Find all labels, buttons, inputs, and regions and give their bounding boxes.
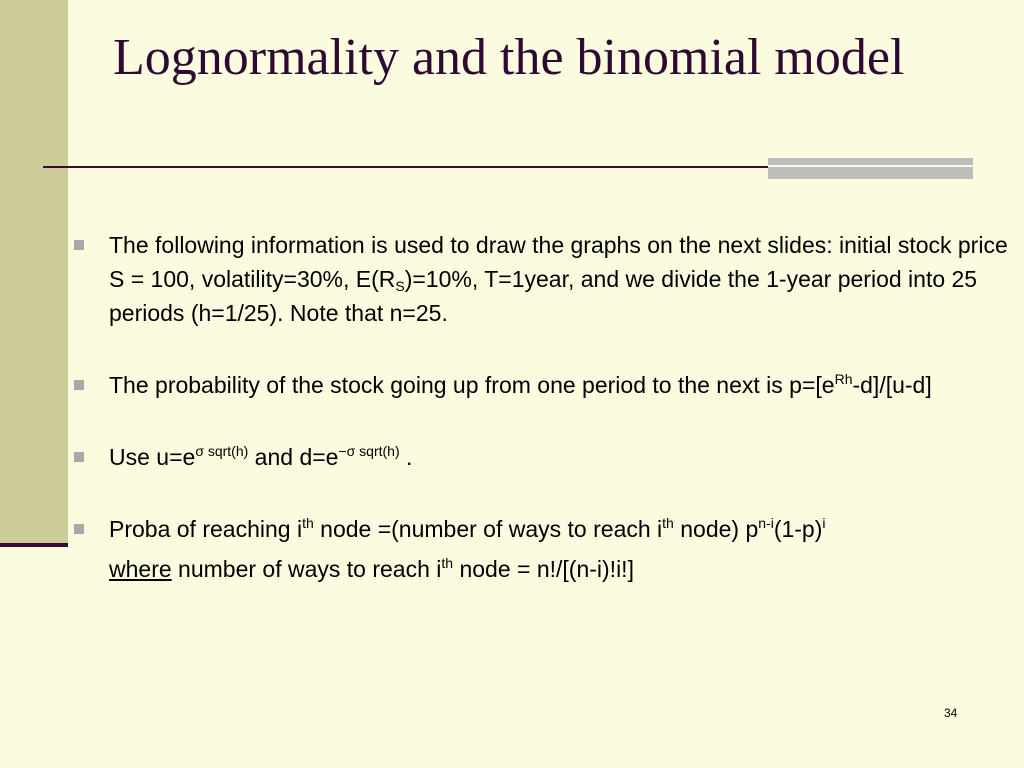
bullet-square-icon [74, 524, 84, 534]
superscript: σ sqrt(h) [195, 443, 249, 459]
bullet-text: -d]/[u-d] [852, 372, 932, 398]
superscript: th [662, 515, 674, 531]
bullet-continuation [109, 552, 1010, 586]
bullet-list [70, 228, 1010, 586]
superscript: th [441, 555, 454, 571]
bullet-text: and d=e [248, 444, 339, 470]
bullet-text: . [399, 444, 413, 470]
bullet-item [70, 228, 1010, 330]
superscript: Rh [834, 371, 853, 387]
superscript: i [822, 515, 826, 531]
bullet-text: number of ways to reach i [171, 556, 442, 582]
bullet-item [70, 512, 1010, 586]
bullet-square-icon [74, 240, 84, 250]
bullet-item [70, 368, 1010, 402]
superscript: th [302, 515, 314, 531]
bullet-text: node =(number of ways to reach i [313, 516, 663, 542]
bullet-square-icon [74, 380, 84, 390]
bullet-text: Proba of reaching i [109, 516, 303, 542]
bullet-text: )=10%, T=1year, and we divide the 1-year period into 25 periods (h=1/25). Note that n=25. [109, 266, 978, 326]
bullet-text: Use u=e [109, 444, 196, 470]
left-decor-line [0, 543, 68, 547]
bullet-text: node = n!/[(n-i)!i!] [453, 556, 634, 582]
bullet-item [70, 440, 1010, 474]
underlined-word: where [109, 556, 172, 582]
bullet-text: The probability of the stock going up from one period to the next is p=[e [109, 372, 835, 398]
bullet-square-icon [74, 452, 84, 462]
bullet-text: (1-p) [773, 516, 823, 542]
slide-title: Lognormality and the binomial model [113, 29, 905, 86]
bullet-text: The following information is used to draw the graphs on the next slides: initial stock price S = 100, volatility=30%, E(R [109, 232, 1008, 292]
superscript: −σ sqrt(h) [338, 443, 400, 459]
bullet-text: node) p [673, 516, 759, 542]
subscript: S [395, 278, 405, 294]
page-number: 34 [944, 706, 958, 720]
left-decor-band [0, 0, 68, 545]
title-accent-bar [768, 158, 973, 179]
superscript: n-i [758, 515, 774, 531]
